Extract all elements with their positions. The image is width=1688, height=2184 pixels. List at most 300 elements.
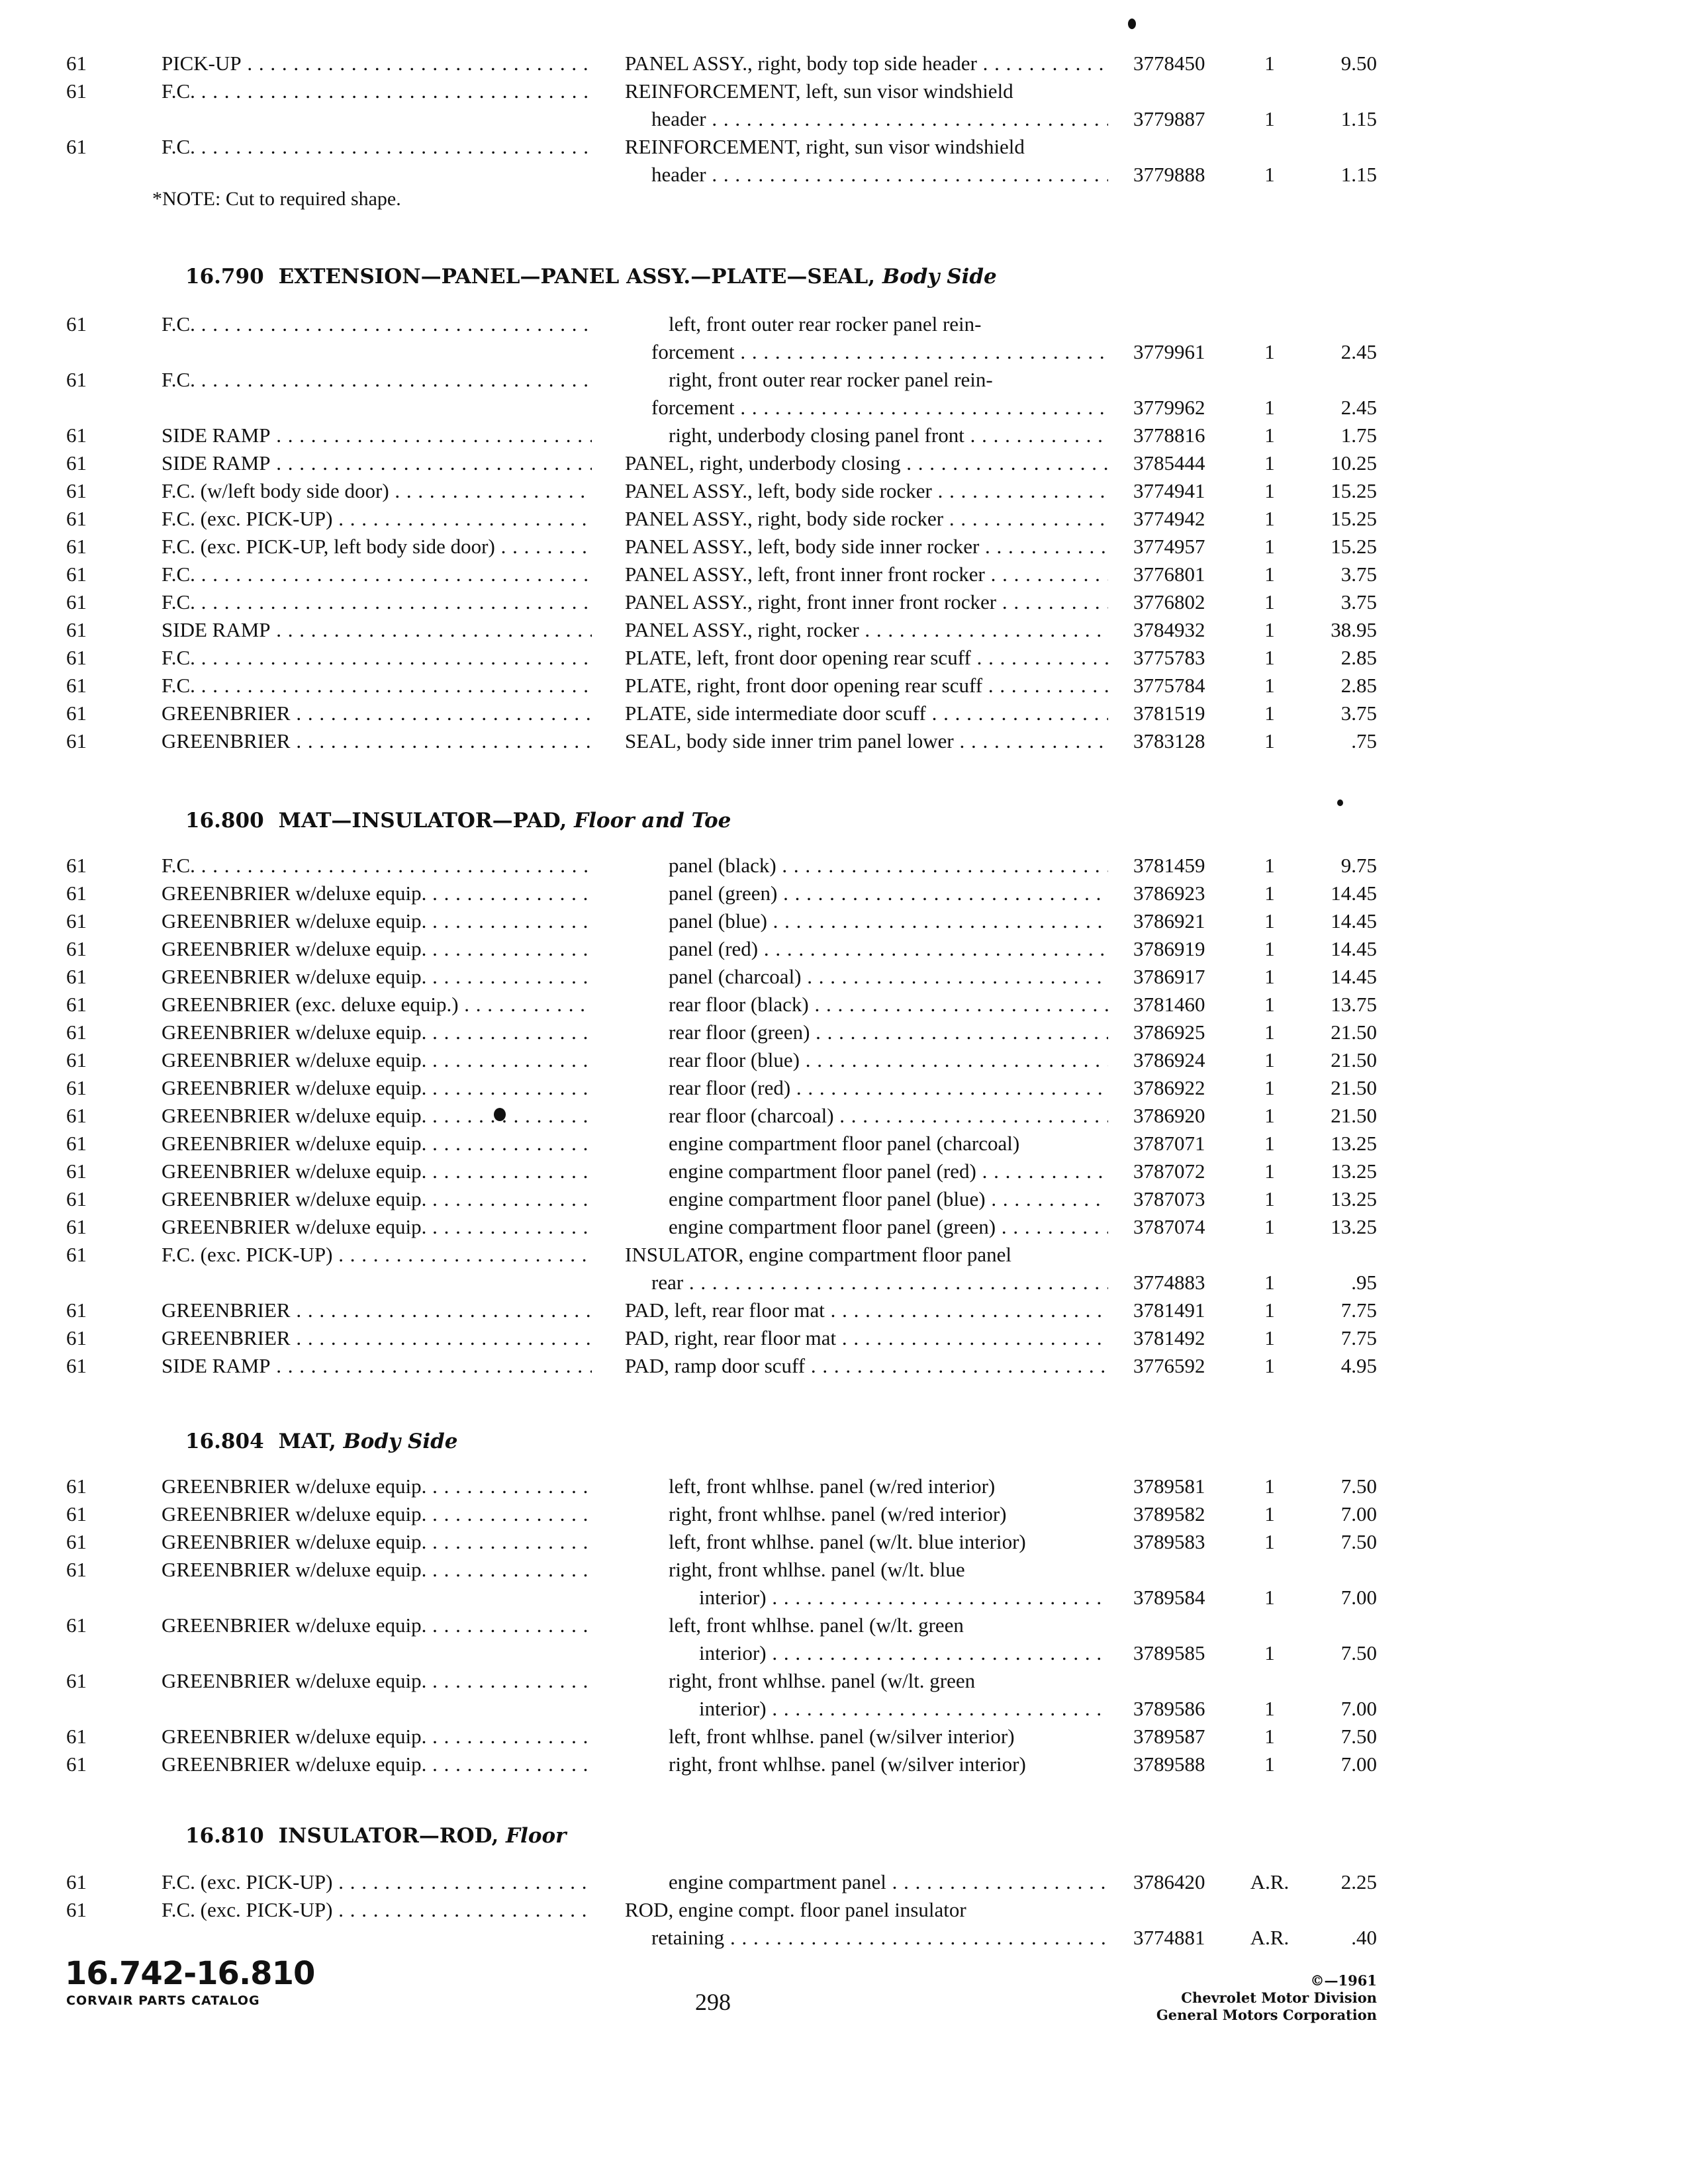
price: 15.25 [1331, 535, 1377, 558]
model: PICK-UP . . . [162, 50, 592, 77]
price: 3.75 [1340, 702, 1377, 725]
description: SEAL, body side inner trim panel lower . . . [625, 728, 1108, 754]
price: 7.75 [1340, 1326, 1377, 1349]
part-number: 3781519 [1133, 702, 1205, 725]
quantity: 1 [1264, 1725, 1275, 1748]
model: F.C. . . . [162, 852, 592, 879]
division: Chevrolet Motor Division [1181, 1989, 1377, 2006]
description: REINFORCEMENT, right, sun visor windshield [625, 135, 1025, 158]
description: right, front whlhse. panel (w/lt. green [669, 1669, 976, 1692]
table-row [0, 1158, 1688, 1186]
quantity: 1 [1264, 1586, 1275, 1609]
year: 61 [66, 135, 87, 158]
year: 61 [66, 1326, 87, 1349]
part-number: 3789586 [1133, 1697, 1205, 1720]
year: 61 [66, 1870, 87, 1893]
table-row [0, 533, 1688, 561]
year: 61 [66, 854, 87, 877]
section-subtitle: Body Side [882, 265, 997, 289]
model: SIDE RAMP . . . [162, 617, 592, 643]
year: 61 [66, 1215, 87, 1238]
part-number: 3786420 [1133, 1870, 1205, 1893]
quantity: 1 [1264, 1132, 1275, 1155]
part-number: 3774941 [1133, 479, 1205, 502]
table-row-continuation [0, 1925, 1688, 1952]
table-row [0, 1325, 1688, 1353]
section-number: 16.810 [185, 1824, 264, 1848]
quantity: 1 [1264, 993, 1275, 1016]
model: F.C. . . . [162, 367, 592, 393]
quantity: 1 [1264, 1530, 1275, 1553]
table-row [0, 645, 1688, 672]
year: 61 [66, 993, 87, 1016]
part-number: 3786924 [1133, 1048, 1205, 1071]
section-heading [185, 265, 997, 289]
price: 9.50 [1340, 52, 1377, 75]
price: 13.25 [1331, 1187, 1377, 1210]
description: PANEL, right, underbody closing . . . [625, 450, 1108, 477]
table-row-continuation [0, 106, 1688, 134]
model: GREENBRIER w/deluxe equip. . . . [162, 1473, 592, 1500]
table-row [0, 367, 1688, 394]
model: F.C. . . . [162, 134, 592, 160]
part-number: 3789581 [1133, 1475, 1205, 1498]
description-continued: interior) . . . [699, 1584, 1108, 1611]
model: GREENBRIER w/deluxe equip. . . . [162, 1668, 592, 1694]
table-row [0, 617, 1688, 645]
description-continued: interior) . . . [699, 1640, 1108, 1666]
price: 14.45 [1331, 909, 1377, 933]
description-continued: forcement . . . [651, 339, 1108, 365]
price: 38.95 [1331, 618, 1377, 641]
quantity: 1 [1264, 1752, 1275, 1776]
part-number: 3779887 [1133, 107, 1205, 130]
description: PLATE, left, front door opening rear scuff . . . [625, 645, 1108, 671]
price: 7.50 [1340, 1725, 1377, 1748]
price: 2.85 [1340, 646, 1377, 669]
year: 61 [66, 1298, 87, 1322]
model: SIDE RAMP . . . [162, 422, 592, 449]
description-continued: retaining . . . [651, 1925, 1108, 1951]
price: .95 [1351, 1271, 1377, 1294]
quantity: 1 [1264, 1160, 1275, 1183]
price: 7.50 [1340, 1641, 1377, 1664]
part-number: 3786919 [1133, 937, 1205, 960]
table-row [0, 700, 1688, 728]
quantity: 1 [1264, 1641, 1275, 1664]
price: 21.50 [1331, 1104, 1377, 1127]
model: GREENBRIER w/deluxe equip. . . . [162, 1501, 592, 1527]
quantity: 1 [1264, 854, 1275, 877]
table-row [0, 589, 1688, 617]
section-title: MAT, [278, 1430, 336, 1453]
table-row [0, 964, 1688, 991]
table-row [0, 1869, 1688, 1897]
description: rear floor (blue) . . . [669, 1047, 1108, 1073]
quantity: 1 [1264, 451, 1275, 475]
description: engine compartment floor panel (red) . . . [669, 1158, 1108, 1185]
quantity: 1 [1264, 1187, 1275, 1210]
price: 7.00 [1340, 1502, 1377, 1525]
model: F.C. (exc. PICK-UP) . . . [162, 1242, 592, 1268]
table-row [0, 1501, 1688, 1529]
table-row [0, 506, 1688, 533]
price: 7.75 [1340, 1298, 1377, 1322]
section-number: 16.790 [185, 265, 264, 289]
price: 21.50 [1331, 1021, 1377, 1044]
table-row-continuation [0, 161, 1688, 189]
price: 2.45 [1340, 340, 1377, 363]
model: F.C. . . . [162, 645, 592, 671]
year: 61 [66, 451, 87, 475]
model: F.C. . . . [162, 589, 592, 615]
year: 61 [66, 1076, 87, 1099]
price: 7.00 [1340, 1752, 1377, 1776]
part-number: 3781491 [1133, 1298, 1205, 1322]
price: 13.25 [1331, 1132, 1377, 1155]
year: 61 [66, 1048, 87, 1071]
table-row-continuation [0, 1584, 1688, 1612]
quantity: A.R. [1250, 1870, 1289, 1893]
part-number: 3775784 [1133, 674, 1205, 697]
part-number: 3786920 [1133, 1104, 1205, 1127]
part-number: 3779888 [1133, 163, 1205, 186]
description: panel (black) . . . [669, 852, 1108, 879]
part-number: 3786923 [1133, 882, 1205, 905]
description-continued: rear . . . [651, 1269, 1108, 1296]
quantity: 1 [1264, 1271, 1275, 1294]
year: 61 [66, 479, 87, 502]
section-title: EXTENSION—PANEL—PANEL ASSY.—PLATE—SEAL, [278, 265, 876, 289]
table-row [0, 672, 1688, 700]
model: GREENBRIER . . . [162, 700, 592, 727]
table-row [0, 1897, 1688, 1925]
description: PANEL ASSY., left, body side rocker . . . [625, 478, 1108, 504]
table-row [0, 908, 1688, 936]
description: rear floor (green) . . . [669, 1019, 1108, 1046]
section-title: MAT—INSULATOR—PAD, [278, 809, 567, 833]
year: 61 [66, 535, 87, 558]
model: F.C. . . . [162, 78, 592, 105]
quantity: 1 [1264, 937, 1275, 960]
quantity: 1 [1264, 1502, 1275, 1525]
model: F.C. (exc. PICK-UP) . . . [162, 506, 592, 532]
table-row-continuation [0, 1269, 1688, 1297]
model: GREENBRIER . . . [162, 1325, 592, 1351]
year: 61 [66, 702, 87, 725]
description: PLATE, right, front door opening rear scuff . . . [625, 672, 1108, 699]
year: 61 [66, 965, 87, 988]
part-number: 3789584 [1133, 1586, 1205, 1609]
price: 13.75 [1331, 993, 1377, 1016]
table-row [0, 134, 1688, 161]
part-number: 3781460 [1133, 993, 1205, 1016]
model: GREENBRIER w/deluxe equip. . . . [162, 1103, 592, 1129]
table-row [0, 880, 1688, 908]
quantity: 1 [1264, 702, 1275, 725]
year: 61 [66, 1558, 87, 1581]
quantity: 1 [1264, 1021, 1275, 1044]
description: right, front whlhse. panel (w/lt. blue [669, 1558, 965, 1581]
year: 61 [66, 1243, 87, 1266]
table-row [0, 478, 1688, 506]
year: 61 [66, 368, 87, 391]
price: 7.00 [1340, 1586, 1377, 1609]
year: 61 [66, 1530, 87, 1553]
description: PANEL ASSY., right, body top side header . . . [625, 50, 1108, 77]
price: 3.75 [1340, 590, 1377, 614]
year: 61 [66, 52, 87, 75]
model: GREENBRIER w/deluxe equip. . . . [162, 1158, 592, 1185]
price: 7.50 [1340, 1475, 1377, 1498]
section-subtitle: Floor [506, 1824, 567, 1848]
part-number: 3784932 [1133, 618, 1205, 641]
quantity: 1 [1264, 965, 1275, 988]
section-number: 16.800 [185, 809, 264, 833]
year: 61 [66, 507, 87, 530]
model: GREENBRIER w/deluxe equip. . . . [162, 1529, 592, 1555]
table-row [0, 422, 1688, 450]
model: GREENBRIER w/deluxe equip. . . . [162, 1214, 592, 1240]
table-row [0, 1047, 1688, 1075]
year: 61 [66, 563, 87, 586]
table-row [0, 1214, 1688, 1242]
model: F.C. . . . [162, 672, 592, 699]
price: 15.25 [1331, 479, 1377, 502]
part-number: 3778450 [1133, 52, 1205, 75]
price: 2.25 [1340, 1870, 1377, 1893]
quantity: 1 [1264, 507, 1275, 530]
table-row [0, 1103, 1688, 1130]
table-row-continuation [0, 339, 1688, 367]
table-row [0, 1529, 1688, 1557]
quantity: 1 [1264, 479, 1275, 502]
price: 14.45 [1331, 937, 1377, 960]
price: 7.00 [1340, 1697, 1377, 1720]
quantity: 1 [1264, 163, 1275, 186]
part-number: 3774942 [1133, 507, 1205, 530]
price: 7.50 [1340, 1530, 1377, 1553]
quantity: A.R. [1250, 1926, 1289, 1949]
price: 1.15 [1340, 107, 1377, 130]
description: left, front whlhse. panel (w/red interior) [669, 1475, 996, 1498]
year: 61 [66, 1669, 87, 1692]
description-continued: interior) . . . [699, 1696, 1108, 1722]
year: 61 [66, 1187, 87, 1210]
quantity: 1 [1264, 107, 1275, 130]
description: PANEL ASSY., right, rocker . . . [625, 617, 1108, 643]
description: PAD, right, rear floor mat . . . [625, 1325, 1108, 1351]
part-number: 3781492 [1133, 1326, 1205, 1349]
description: engine compartment floor panel (green) . . . [669, 1214, 1108, 1240]
model: SIDE RAMP . . . [162, 1353, 592, 1379]
year: 61 [66, 909, 87, 933]
year: 61 [66, 1132, 87, 1155]
model: GREENBRIER w/deluxe equip. . . . [162, 936, 592, 962]
quantity: 1 [1264, 618, 1275, 641]
part-number: 3785444 [1133, 451, 1205, 475]
price: 4.95 [1340, 1354, 1377, 1377]
year: 61 [66, 1104, 87, 1127]
model: F.C. (w/left body side door) . . . [162, 478, 592, 504]
description: panel (charcoal) . . . [669, 964, 1108, 990]
table-row [0, 1612, 1688, 1640]
year: 61 [66, 618, 87, 641]
description: rear floor (charcoal) . . . [669, 1103, 1108, 1129]
note: *NOTE: Cut to required shape. [152, 188, 401, 210]
quantity: 1 [1264, 1104, 1275, 1127]
year: 61 [66, 590, 87, 614]
section-heading [185, 809, 731, 833]
model: GREENBRIER . . . [162, 1297, 592, 1324]
part-number: 3775783 [1133, 646, 1205, 669]
description: left, front whlhse. panel (w/silver interior) [669, 1725, 1015, 1748]
description-continued: header . . . [651, 106, 1108, 132]
description: right, front whlhse. panel (w/red interior) [669, 1502, 1007, 1525]
price: 3.75 [1340, 563, 1377, 586]
model: F.C. . . . [162, 561, 592, 588]
quantity: 1 [1264, 882, 1275, 905]
part-number: 3787071 [1133, 1132, 1205, 1155]
price: 21.50 [1331, 1076, 1377, 1099]
table-row [0, 1075, 1688, 1103]
page-number: 298 [695, 1989, 731, 2015]
model: GREENBRIER w/deluxe equip. . . . [162, 1130, 592, 1157]
part-number: 3776801 [1133, 563, 1205, 586]
part-number: 3786922 [1133, 1076, 1205, 1099]
table-row [0, 1186, 1688, 1214]
table-row [0, 991, 1688, 1019]
part-number: 3789585 [1133, 1641, 1205, 1664]
part-number: 3774881 [1133, 1926, 1205, 1949]
quantity: 1 [1264, 674, 1275, 697]
description: right, underbody closing panel front . . . [669, 422, 1108, 449]
part-number: 3787072 [1133, 1160, 1205, 1183]
section-number: 16.804 [185, 1430, 264, 1453]
price: 14.45 [1331, 882, 1377, 905]
quantity: 1 [1264, 340, 1275, 363]
part-number: 3787074 [1133, 1215, 1205, 1238]
model: GREENBRIER w/deluxe equip. . . . [162, 964, 592, 990]
part-number: 3774957 [1133, 535, 1205, 558]
table-row [0, 450, 1688, 478]
quantity: 1 [1264, 52, 1275, 75]
table-row [0, 311, 1688, 339]
year: 61 [66, 729, 87, 752]
quantity: 1 [1264, 1298, 1275, 1322]
quantity: 1 [1264, 563, 1275, 586]
description: INSULATOR, engine compartment floor panel [625, 1243, 1011, 1266]
description: left, front whlhse. panel (w/lt. green [669, 1614, 964, 1637]
price: 14.45 [1331, 965, 1377, 988]
table-row-continuation [0, 394, 1688, 422]
model: GREENBRIER w/deluxe equip. . . . [162, 1075, 592, 1101]
table-row [0, 936, 1688, 964]
part-number: 3786921 [1133, 909, 1205, 933]
model: GREENBRIER w/deluxe equip. . . . [162, 1751, 592, 1778]
quantity: 1 [1264, 1354, 1275, 1377]
footer-catalog-name: CORVAIR PARTS CATALOG [66, 1993, 260, 2008]
footer-publisher [1156, 1972, 1377, 2024]
table-row [0, 78, 1688, 106]
description-continued: forcement . . . [651, 394, 1108, 421]
section-subtitle: Body Side [343, 1430, 458, 1453]
part-number: 3774883 [1133, 1271, 1205, 1294]
description: rear floor (red) . . . [669, 1075, 1108, 1101]
year: 61 [66, 1614, 87, 1637]
table-row [0, 1473, 1688, 1501]
table-row [0, 1242, 1688, 1269]
part-number: 3786925 [1133, 1021, 1205, 1044]
description: PAD, ramp door scuff . . . [625, 1353, 1108, 1379]
model: GREENBRIER w/deluxe equip. . . . [162, 1612, 592, 1639]
part-number: 3789582 [1133, 1502, 1205, 1525]
year: 61 [66, 646, 87, 669]
description: panel (red) . . . [669, 936, 1108, 962]
table-row-continuation [0, 1640, 1688, 1668]
section-subtitle: Floor and Toe [574, 809, 731, 833]
year: 61 [66, 312, 87, 336]
corporation: General Motors Corporation [1156, 2007, 1377, 2023]
price: 10.25 [1331, 451, 1377, 475]
price: 1.75 [1340, 424, 1377, 447]
price: .75 [1351, 729, 1377, 752]
price: 13.25 [1331, 1160, 1377, 1183]
part-number: 3776592 [1133, 1354, 1205, 1377]
model: GREENBRIER . . . [162, 728, 592, 754]
description: rear floor (black) . . . [669, 991, 1108, 1018]
model: F.C. (exc. PICK-UP, left body side door) . . . [162, 533, 592, 560]
year: 61 [66, 1475, 87, 1498]
description: PANEL ASSY., right, front inner front rocker . . . [625, 589, 1108, 615]
model: F.C. (exc. PICK-UP) . . . [162, 1897, 592, 1923]
quantity: 1 [1264, 396, 1275, 419]
description: engine compartment floor panel (charcoal) [669, 1132, 1020, 1155]
part-number: 3789583 [1133, 1530, 1205, 1553]
part-number: 3789588 [1133, 1752, 1205, 1776]
price: 21.50 [1331, 1048, 1377, 1071]
year: 61 [66, 1354, 87, 1377]
price: 13.25 [1331, 1215, 1377, 1238]
table-row-continuation [0, 1696, 1688, 1723]
price: 9.75 [1340, 854, 1377, 877]
quantity: 1 [1264, 646, 1275, 669]
description: REINFORCEMENT, left, sun visor windshield [625, 79, 1013, 103]
table-row [0, 1353, 1688, 1381]
part-number: 3776802 [1133, 590, 1205, 614]
table-row [0, 728, 1688, 756]
quantity: 1 [1264, 1215, 1275, 1238]
model: F.C. (exc. PICK-UP) . . . [162, 1869, 592, 1895]
quantity: 1 [1264, 1076, 1275, 1099]
quantity: 1 [1264, 909, 1275, 933]
description: left, front outer rear rocker panel rein- [669, 312, 982, 336]
part-number: 3778816 [1133, 424, 1205, 447]
part-number: 3783128 [1133, 729, 1205, 752]
description: PANEL ASSY., left, front inner front rocker . . . [625, 561, 1108, 588]
quantity: 1 [1264, 590, 1275, 614]
ink-speck [1128, 19, 1136, 29]
model: GREENBRIER w/deluxe equip. . . . [162, 908, 592, 934]
year: 61 [66, 937, 87, 960]
description: engine compartment panel . . . [669, 1869, 1108, 1895]
description: ROD, engine compt. floor panel insulator [625, 1898, 966, 1921]
description: right, front whlhse. panel (w/silver interior) [669, 1752, 1026, 1776]
model: F.C. . . . [162, 311, 592, 338]
quantity: 1 [1264, 424, 1275, 447]
part-number: 3787073 [1133, 1187, 1205, 1210]
table-row [0, 1297, 1688, 1325]
